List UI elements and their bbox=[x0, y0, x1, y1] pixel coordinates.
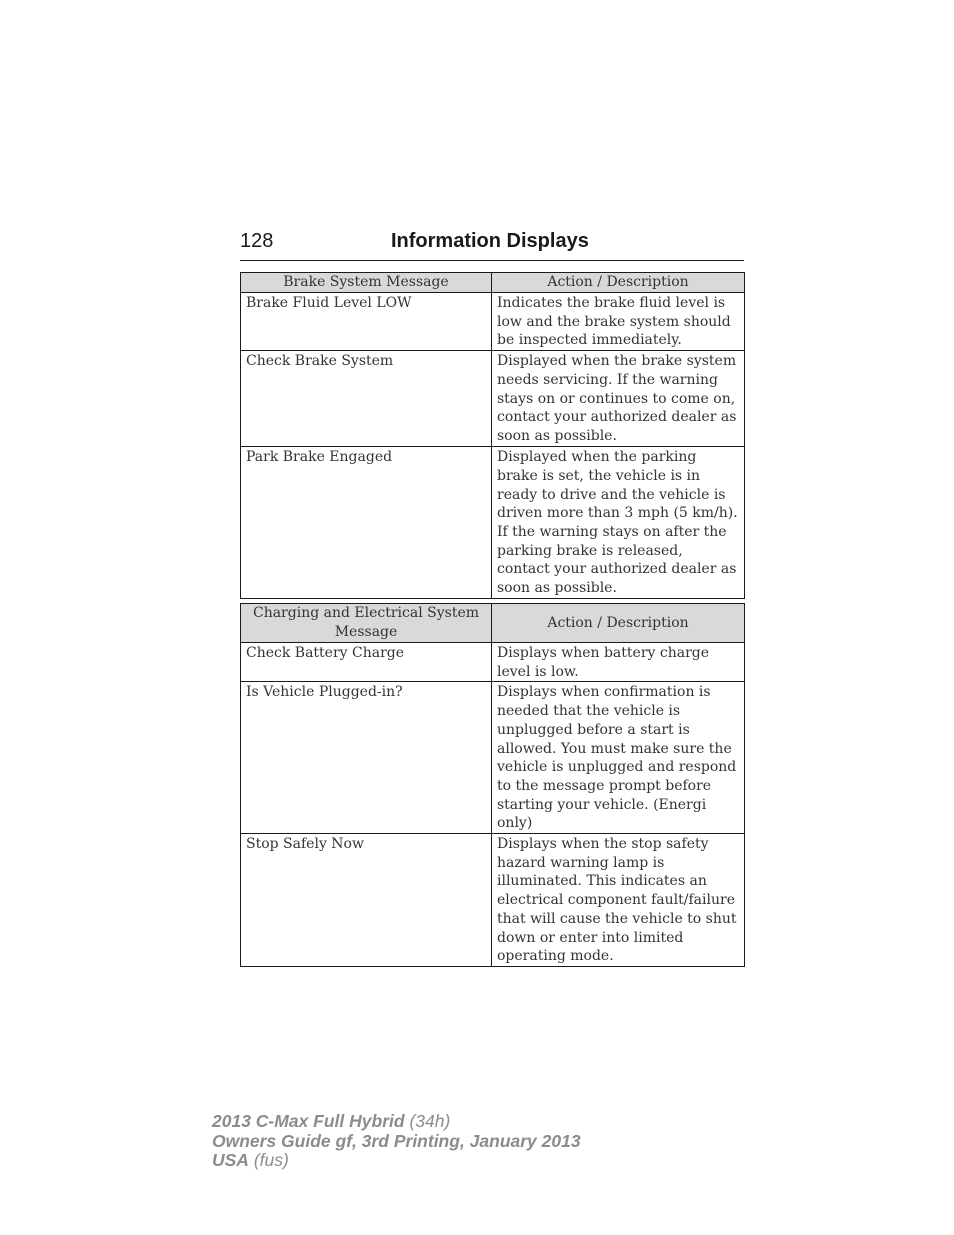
description-cell: Displayed when the brake system needs servicing. If the warning stays on or continues to come on, contact your authorized dealer as soon as possible. bbox=[492, 351, 745, 447]
footer-region: USA bbox=[212, 1150, 249, 1170]
description-cell: Indicates the brake fluid level is low and the brake system should be inspected immediately. bbox=[492, 293, 745, 351]
page-number: 128 bbox=[240, 230, 274, 252]
footer-region-code: (fus) bbox=[253, 1150, 289, 1170]
footer-line-model bbox=[212, 1112, 581, 1132]
footer-model-code: (34h) bbox=[409, 1111, 451, 1131]
description-cell: Displayed when the parking brake is set, the vehicle is in ready to drive and the vehicle is driven more than 3 mph (5 km/h). If the warning stays on after the parking brake is released, contact your authorized dealer as soon as possible. bbox=[492, 447, 745, 599]
charging-electrical-message-table bbox=[240, 603, 745, 967]
message-cell: Brake Fluid Level LOW bbox=[241, 293, 492, 351]
description-cell: Displays when confirmation is needed that the vehicle is unplugged before a start is allowed. You must make sure the vehicle is unplugged and respond to the message prompt before starting your vehicle. (Energi only) bbox=[492, 682, 745, 834]
document-footer bbox=[212, 1112, 581, 1171]
footer-model: 2013 C-Max Full Hybrid bbox=[212, 1111, 405, 1131]
description-cell: Displays when battery charge level is low. bbox=[492, 643, 745, 682]
section-title: Information Displays bbox=[391, 230, 589, 252]
description-cell: Displays when the stop safety hazard warning lamp is illuminated. This indicates an electrical component fault/failure that will cause the vehicle to shut down or enter into limited operating mode. bbox=[492, 834, 745, 967]
table-row bbox=[241, 643, 745, 682]
table-header-row bbox=[241, 604, 745, 643]
table-row bbox=[241, 834, 745, 967]
message-cell: Stop Safely Now bbox=[241, 834, 492, 967]
table-row bbox=[241, 351, 745, 447]
message-cell: Is Vehicle Plugged-in? bbox=[241, 682, 492, 834]
table-row bbox=[241, 447, 745, 599]
table-row bbox=[241, 293, 745, 351]
column-header-message: Brake System Message bbox=[241, 273, 492, 293]
footer-line-region bbox=[212, 1151, 581, 1171]
table-row bbox=[241, 682, 745, 834]
page-header bbox=[240, 228, 744, 261]
message-cell: Check Brake System bbox=[241, 351, 492, 447]
message-cell: Check Battery Charge bbox=[241, 643, 492, 682]
footer-printing: Owners Guide gf, 3rd Printing, January 2013 bbox=[212, 1130, 581, 1151]
table-header-row bbox=[241, 273, 745, 293]
brake-system-message-table bbox=[240, 272, 745, 599]
message-cell: Park Brake Engaged bbox=[241, 447, 492, 599]
column-header-description: Action / Description bbox=[492, 273, 745, 293]
column-header-message: Charging and Electrical System Message bbox=[241, 604, 492, 643]
column-header-description: Action / Description bbox=[492, 604, 745, 643]
